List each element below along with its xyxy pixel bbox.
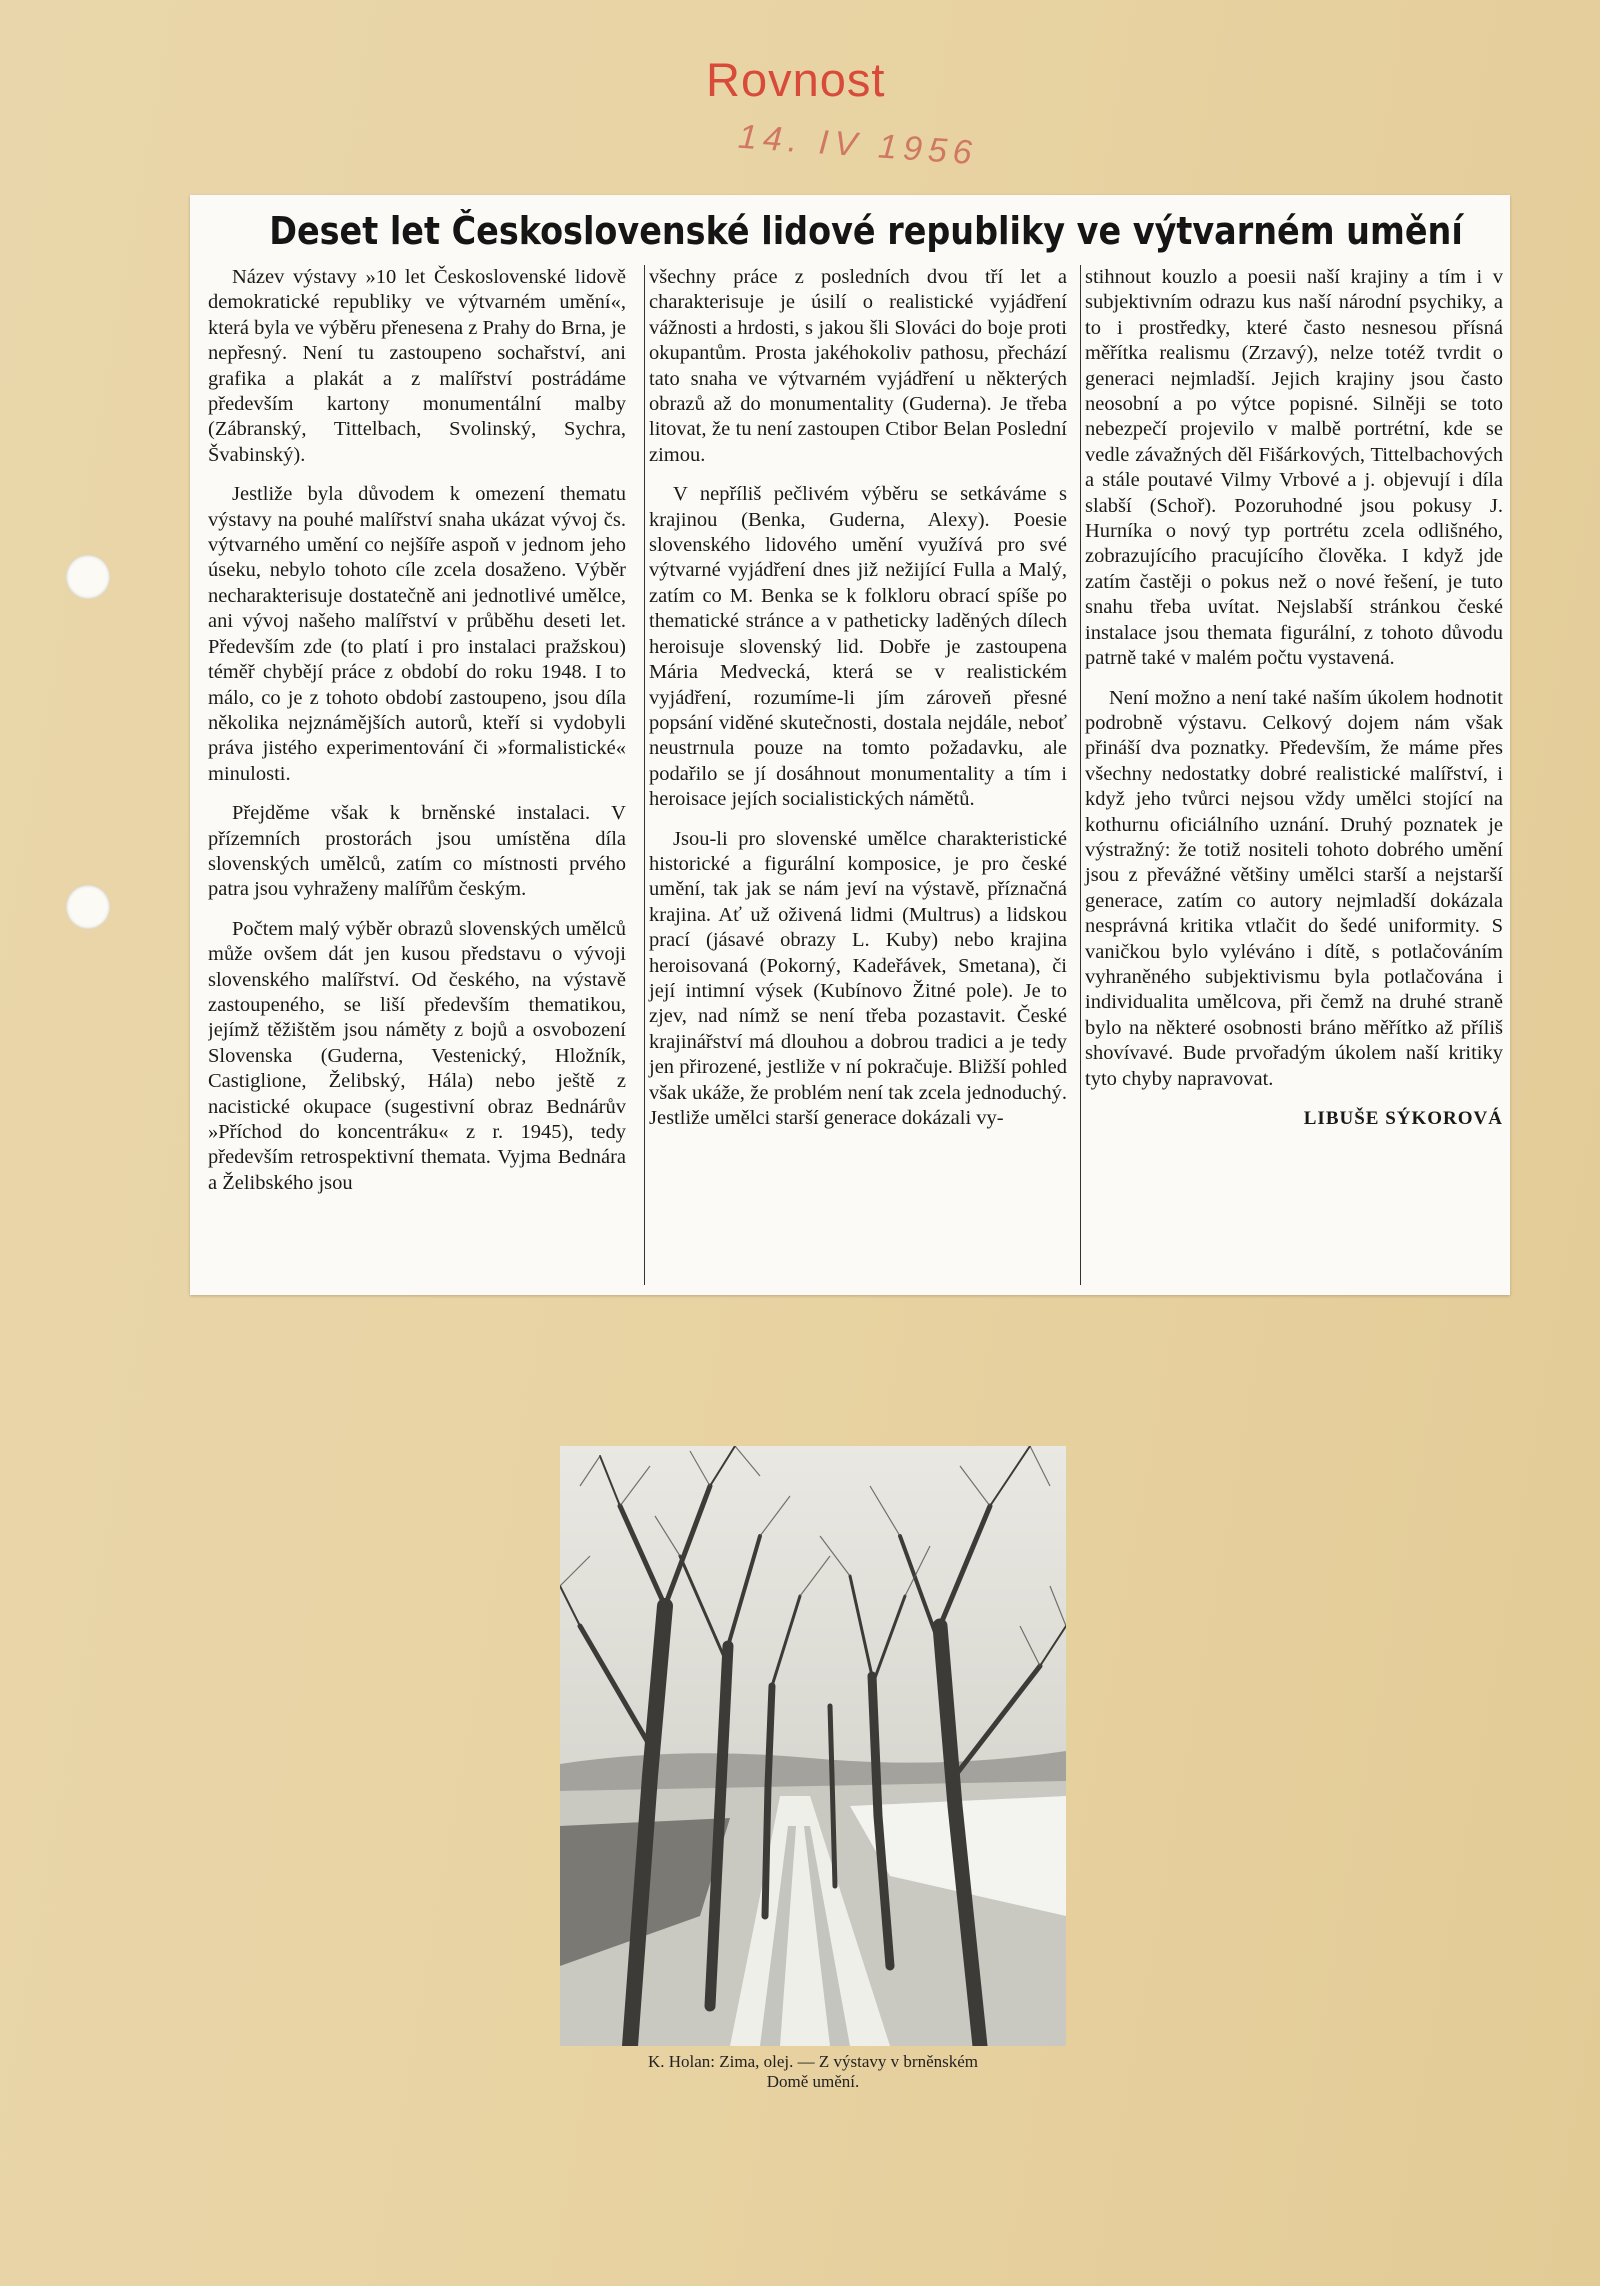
punch-hole <box>66 885 110 929</box>
paragraph: Není možno a není také naším úkolem hodnotit podrobně výstavu. Celkový dojem nám však přináší dva poznatky. Především, že máme přes všechny nedostatky dobré realistické malířství, i když jeho tvůrci nejsou vždy umělci stojící na kothurnu oficiálního uznání. Druhý poznatek je výstražný: že totiž nositeli tohoto dobrého umění jsou z převážné většiny umělci starší a nejstarší generace, zatím co autory nejmladší dokázala nesprávná kritika vtlačit do šedé uniformity. S vaničkou bylo vyléváno i dítě, s potlačováním vyhraněného subjektivismu byla potlačována i individualita umělcova, při čemž na druhé straně bylo na některé osobnosti bráno měřítko až příliš shovívavé. Bude prvořadým úkolem naší kritiky tyto chyby napravovat. <box>1085 686 1503 1090</box>
paragraph: Jestliže byla důvodem k omezení thematu výstavy na pouhé malířství snaha ukázat vývoj čs. výtvarného umění co nejšíře aspoň v jednom jeho úseku, nebylo tohoto cíle zcela dosaženo. Výběr necharakterisuje dostatečně ani jednotlivé umělce, ani vývoj našeho malířství v průběhu deseti let. Především zde (to platí i pro instalaci pražskou) téměř chybějí práce z období do roku 1948. I to málo, co je z tohoto období zastoupeno, jsou díla několika nejznámějších autorů, kteří si vydobyli práva jistého experimentování či »formalistické« minulosti. <box>208 483 626 785</box>
article-column-3 <box>1080 265 1503 1285</box>
paragraph: Počtem malý výběr obrazů slovenských umělců může ovšem dát jen kusou představu o vývoji slovenského malířství. Od českého, na výstavě zastoupeného, se liší především thematikou, jejímž těžištěm jsou náměty z bojů a osvobození Slovenska (Guderna, Vestenický, Hložník, Castiglione, Želibský, Hála) nebo ještě z nacistické okupace (sugestivní obraz Bednárův »Příchod do koncentráku« z r. 1945), tedy především retrospektivní themata. Vyjma Bednára a Želibského jsou <box>208 917 626 1194</box>
newspaper-clipping <box>190 195 1510 1295</box>
paragraph: Přejděme však k brněnské instalaci. V přízemních prostorách jsou umístěna díla slovenských umělců, zatím co místnosti prvého patra jsou vyhraženy malířům českým. <box>208 802 626 901</box>
article-column-1 <box>208 265 626 1285</box>
author-byline: LIBUŠE SÝKOROVÁ <box>1303 1108 1503 1129</box>
painting-photo <box>560 1446 1066 2046</box>
paragraph: všechny práce z posledních dvou tří let a charakterisuje je úsilí o realistické vyjádření vážnosti a hrdosti, s jakou šli Slováci do boje proti okupantům. Prosta jakéhokoliv pathosu, přechází tato snaha ve výtvarném vyjádření u některých obrazů až do monumentality (Guderna). Je třeba litovat, že tu není zastoupen Ctibor Belan Poslední zimou. <box>649 266 1067 466</box>
paragraph: Jsou-li pro slovenské umělce charakteristické historické a figurální komposice, je pro české umění, tak jak se nám jeví na výstavě, příznačná krajina. Ať už oživená lidmi (Multrus) a lidskou prací (jásavé obrazy L. Kuby) nebo krajina heroisovaná (Pokorný, Kadeřávek, Smetana), či její intimní výsek (Kubínovo Žitné pole). Je to zjev, nad nímž se není třeba pozastavit. České krajinářství má dlouhou a dobrou tradici a je tedy jen přirozené, jestliže v ní pokračuje. Bližší pohled však ukáže, že problém není tak zcela jednoduchý. Jestliže umělci starší generace dokázali vy- <box>649 827 1067 1129</box>
headline: Deset let Československé lidové republiky ve výtvarném umění <box>269 209 1463 253</box>
paragraph: stihnout kouzlo a poesii naší krajiny a tím i v subjektivním odrazu kus naší národní psychiky, a to i prostředky, které často nesnesou přísná měřítka realismu (Zrzavý), nelze totéž tvrdit o generaci nejmladší. Jejich krajiny jsou často neosobní a po výtce popisné. Silněji se toto nebezpečí projevilo v malbě portrétní, kde se vedle závažných děl Fišárkových, Tittelbachových a stále poutavé Vilmy Vrbové a j. objevují i díla slabší (Schoř). Pozoruhodné jsou pokusy J. Hurníka o nový typ portrétu zcela odlišného, zobrazujícího pracujícího člověka. I když jde zatím častěji o pokus než o nové řešení, je tuto snahu třeba uvítat. Nejslabší stránkou české instalace jsou themata figurální, z tohoto důvodu patrně také v malém počtu vystavená. <box>1085 266 1503 670</box>
photo-caption <box>560 2052 1066 2092</box>
article-column-2 <box>644 265 1067 1285</box>
caption-line: K. Holan: Zima, olej. — Z výstavy v brněnském <box>647 2052 979 2071</box>
paragraph: Název výstavy »10 let Československé lidově demokratické republiky ve výtvarném umění«, která byla ve výběru přenesena z Prahy do Brna, je nepřesný. Není tu zastoupeno sochařství, ani grafika a plakát a z malířství postrádáme především kartony monumentální malby (Zábranský, Tittelbach, Svolinský, Sychra, Švabinský). <box>208 266 626 466</box>
article-columns <box>208 265 1503 1285</box>
newspaper-stamp: Rovnost <box>706 53 886 106</box>
punch-hole <box>66 555 110 599</box>
caption-line: Domě umění. <box>766 2072 860 2091</box>
paragraph: V nepříliš pečlivém výběru se setkáváme s krajinou (Benka, Guderna, Alexy). Poesie slovenského lidového umění využívá pro své výtvarné vyjádření dnes již nežijící Fulla a Malý, zatím co M. Benka se k folkloru obrací spíše po thematické stránce a v patheticky laděných dílech heroisuje slovenský lid. Dobře je zastoupena Mária Medvecká, která se v realistickém vyjádření, rozumíme-li jím zároveň přesné popsání viděné skutečnosti, dostala nejdále, neboť neustrnula pouze na tomto požadavku, ale podařilo se jí dosáhnout monumentality a tím i heroisace jejích socialistických námětů. <box>649 483 1067 811</box>
date-stamp: 14. IV 1956 <box>737 117 979 173</box>
winter-landscape-image <box>560 1446 1066 2046</box>
